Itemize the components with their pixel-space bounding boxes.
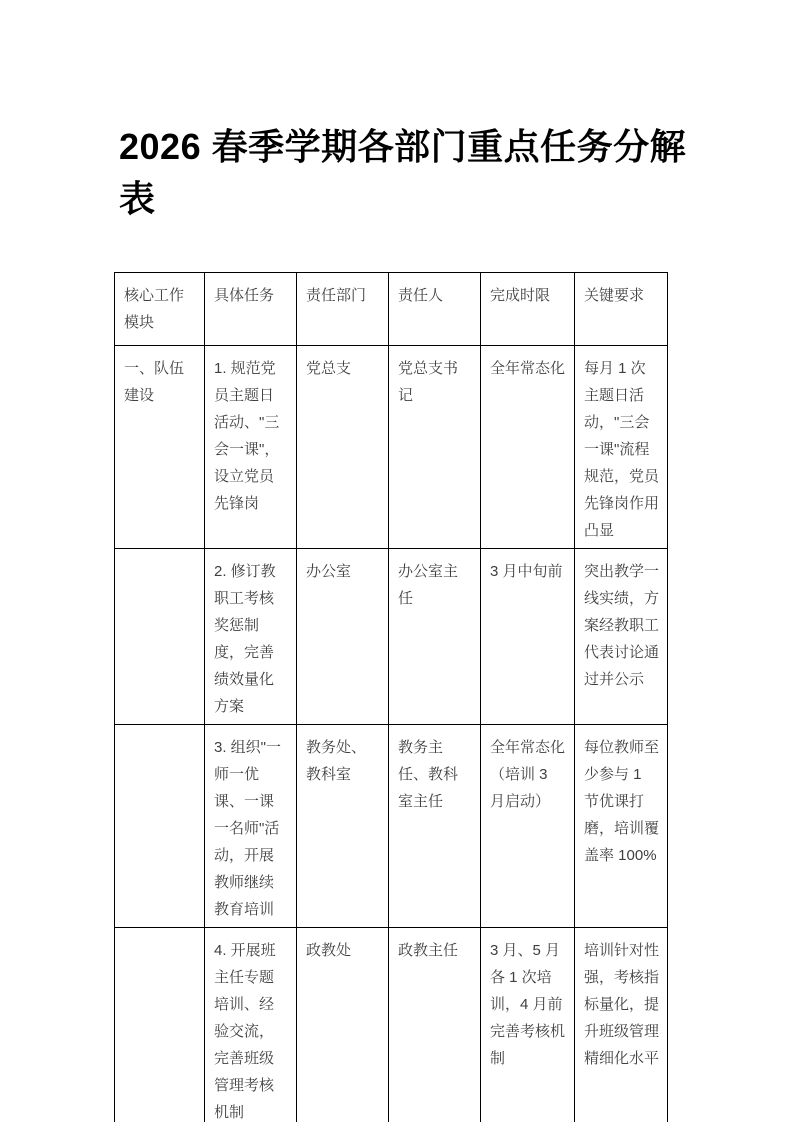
cell-person: 政教主任 [389, 928, 481, 1122]
cell-dept: 党总支 [297, 346, 389, 549]
cell-task: 3. 组织"一师一优课、一课一名师"活动，开展教师继续教育培训 [205, 725, 297, 928]
document-title-line2: 表 [119, 178, 156, 219]
cell-task: 4. 开展班主任专题培训、经验交流，完善班级管理考核机制 [205, 928, 297, 1122]
cell-dept: 政教处 [297, 928, 389, 1122]
cell-module [115, 549, 205, 725]
cell-requirement: 每位教师至少参与 1 节优课打磨，培训覆盖率 100% [575, 725, 668, 928]
column-header-person: 责任人 [389, 273, 481, 346]
cell-person: 教务主任、教科室主任 [389, 725, 481, 928]
column-header-task: 具体任务 [205, 273, 297, 346]
cell-requirement: 突出教学一线实绩，方案经教职工代表讨论通过并公示 [575, 549, 668, 725]
table-row [115, 549, 668, 725]
cell-deadline: 全年常态化（培训 3 月启动） [481, 725, 575, 928]
table-row [115, 928, 668, 1122]
column-header-deadline: 完成时限 [481, 273, 575, 346]
cell-dept: 教务处、教科室 [297, 725, 389, 928]
cell-deadline: 全年常态化 [481, 346, 575, 549]
cell-task: 1. 规范党员主题日活动、"三会一课"，设立党员先锋岗 [205, 346, 297, 549]
cell-module: 一、队伍建设 [115, 346, 205, 549]
column-header-module: 核心工作模块 [115, 273, 205, 346]
cell-dept: 办公室 [297, 549, 389, 725]
cell-deadline: 3 月中旬前 [481, 549, 575, 725]
column-header-dept: 责任部门 [297, 273, 389, 346]
cell-module [115, 725, 205, 928]
cell-person: 党总支书记 [389, 346, 481, 549]
document-title-line1: 2026 春季学期各部门重点任务分解 [119, 126, 687, 167]
cell-requirement: 培训针对性强，考核指标量化，提升班级管理精细化水平 [575, 928, 668, 1122]
column-header-requirement: 关键要求 [575, 273, 668, 346]
table-row [115, 346, 668, 549]
cell-person: 办公室主任 [389, 549, 481, 725]
cell-task: 2. 修订教职工考核奖惩制度，完善绩效量化方案 [205, 549, 297, 725]
cell-module [115, 928, 205, 1122]
task-table [114, 272, 668, 1122]
document-title [119, 121, 699, 225]
cell-requirement: 每月 1 次主题日活动，"三会一课"流程规范，党员先锋岗作用凸显 [575, 346, 668, 549]
cell-deadline: 3 月、5 月各 1 次培训，4 月前完善考核机制 [481, 928, 575, 1122]
table-row [115, 725, 668, 928]
table-header-row [115, 273, 668, 346]
